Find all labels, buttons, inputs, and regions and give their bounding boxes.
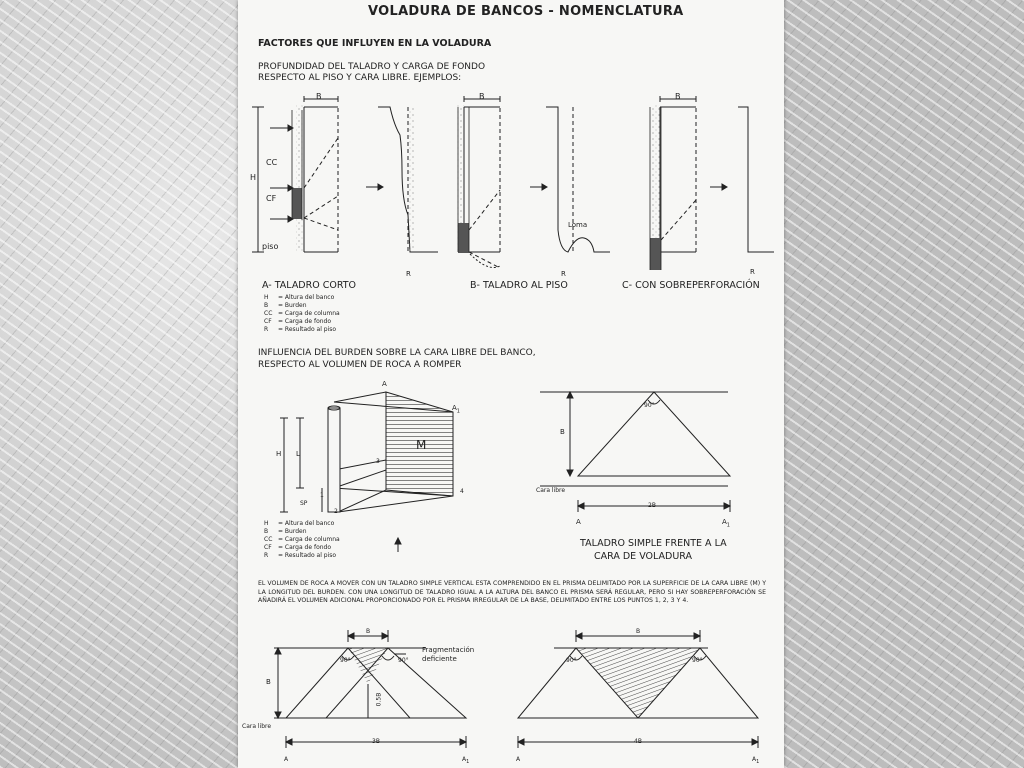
triangle-a: A xyxy=(576,518,581,526)
bottom-cara-libre: Cara libre xyxy=(242,723,272,730)
triangle-angle: 90° xyxy=(644,402,655,409)
prism-l: L xyxy=(296,450,300,458)
subheading-line-2: RESPECTO AL PISO Y CARA LIBRE. EJEMPLOS: xyxy=(258,73,462,83)
bottom-dim-b-left: B xyxy=(366,628,371,635)
prism-m: M xyxy=(416,438,427,452)
triangle-2b: 2B xyxy=(648,502,656,509)
bottom-width-4b: 4B xyxy=(634,738,642,745)
legend-item: B = Burden xyxy=(264,302,307,309)
triangle-a1: $A_1$ xyxy=(722,518,730,529)
bottom-angle-1: 90° xyxy=(340,657,351,664)
label-r-c: R xyxy=(750,268,755,276)
drawings xyxy=(238,0,784,768)
diagram-simple-triangle xyxy=(540,392,730,512)
bottom-dim-b-right: B xyxy=(636,628,641,635)
legend-item: CC = Carga de columna xyxy=(264,536,340,543)
triangle-caption-line-1: TALADRO SIMPLE FRENTE A LA xyxy=(580,538,727,549)
legend-item: H = Altura del banco xyxy=(264,294,335,301)
fragmentacion-label: Fragmentación deficiente xyxy=(422,646,475,663)
legend-item: CF = Carga de fondo xyxy=(264,318,332,325)
label-r-b: R xyxy=(561,270,566,278)
caption-taladro-al-piso: B- TALADRO AL PISO xyxy=(470,280,568,291)
bottom-a1-left: $A_1$ xyxy=(462,756,470,766)
bottom-width-3b: 3B xyxy=(372,738,380,745)
prism-point-1: 1 xyxy=(320,492,324,499)
prism-point-2: 2 xyxy=(334,508,338,515)
bottom-a-right: A xyxy=(516,756,521,763)
diagram-taladro-corto xyxy=(252,96,438,252)
legend-item: CC = Carga de columna xyxy=(264,310,340,317)
prism-point-3: 3 xyxy=(376,458,380,465)
legend-top xyxy=(264,294,340,334)
diagram-bottom-4b xyxy=(518,630,758,748)
page-title: VOLADURA DE BANCOS - NOMENCLATURA xyxy=(368,4,684,19)
prism-sp: SP xyxy=(300,500,308,507)
dim-b-c: B xyxy=(675,92,681,101)
legend-item: R = Resultado al piso xyxy=(264,326,337,333)
triangle-cara-libre: Cara libre xyxy=(536,487,566,494)
bottom-angle-4: 90° xyxy=(692,657,703,664)
prism-a: A xyxy=(382,380,387,388)
triangle-b: B xyxy=(560,428,565,436)
bottom-a-left: A xyxy=(284,756,289,763)
legend-item: B = Burden xyxy=(264,528,307,535)
label-h: H xyxy=(250,173,257,182)
caption-taladro-corto: A- TALADRO CORTO xyxy=(262,280,357,291)
prism-h: H xyxy=(276,450,282,458)
bottom-angle-3: 90° xyxy=(566,657,577,664)
label-cc: CC xyxy=(266,158,278,167)
bottom-a1-right: $A_1$ xyxy=(752,756,760,766)
label-cf: CF xyxy=(266,194,277,203)
explanation-paragraph: EL VOLUMEN DE ROCA A MOVER CON UN TALADRO SIMPLE VERTICAL ESTA COMPRENDIDO EN EL PRISMA DELIMITADO POR LA SUPERFICIE DE LA CARA LIBRE (M) Y LA LONGITUD DEL BURDEN. CON UNA LONGITUD DE TALADRO IGUAL A LA ALTURA DEL BANCO EL PRISMA SERÁ REGULAR, PERO SI HAY SOBREPERFORACIÓN SE AÑADIRÁ EL VOLUMEN ADICIONAL PROPORCIONADO POR EL PRISMA IRREGULAR DE LA BASE, DELIMITADO ENTRE LOS PUNTOS 1, 2, 3 Y 4. xyxy=(258,580,766,605)
legend-item: CF = Carga de fondo xyxy=(264,544,332,551)
subheading-line-1: PROFUNDIDAD DEL TALADRO Y CARGA DE FONDO xyxy=(258,62,486,72)
label-loma: Loma xyxy=(568,221,588,229)
legend-item: H = Altura del banco xyxy=(264,520,335,527)
label-r-a: R xyxy=(406,270,411,278)
diagram-sobreperforacion xyxy=(650,96,774,270)
section2-heading-line-2: RESPECTO AL VOLUMEN DE ROCA A ROMPER xyxy=(258,360,462,370)
bottom-angle-2: 90° xyxy=(398,657,409,664)
bottom-half-b: 0.5B xyxy=(375,692,383,707)
nomenclature-sheet xyxy=(238,0,784,768)
dim-b-b: B xyxy=(479,92,485,101)
prism-point-4: 4 xyxy=(460,488,464,495)
legend-bottom xyxy=(264,520,340,560)
section2-heading-line-1: INFLUENCIA DEL BURDEN SOBRE LA CARA LIBRE DEL BANCO, xyxy=(258,348,536,358)
prism-a1: $A_1$ xyxy=(452,404,460,415)
label-piso: piso xyxy=(262,242,279,251)
bottom-side-b: B xyxy=(266,678,271,686)
caption-sobreperforacion: C- CON SOBREPERFORACIÓN xyxy=(622,280,760,291)
section-heading-factores: FACTORES QUE INFLUYEN EN LA VOLADURA xyxy=(258,38,492,49)
dim-b-a: B xyxy=(316,92,322,101)
diagram-taladro-al-piso xyxy=(456,96,610,268)
legend-item: R = Resultado al piso xyxy=(264,552,337,559)
triangle-caption-line-2: CARA DE VOLADURA xyxy=(594,551,693,562)
